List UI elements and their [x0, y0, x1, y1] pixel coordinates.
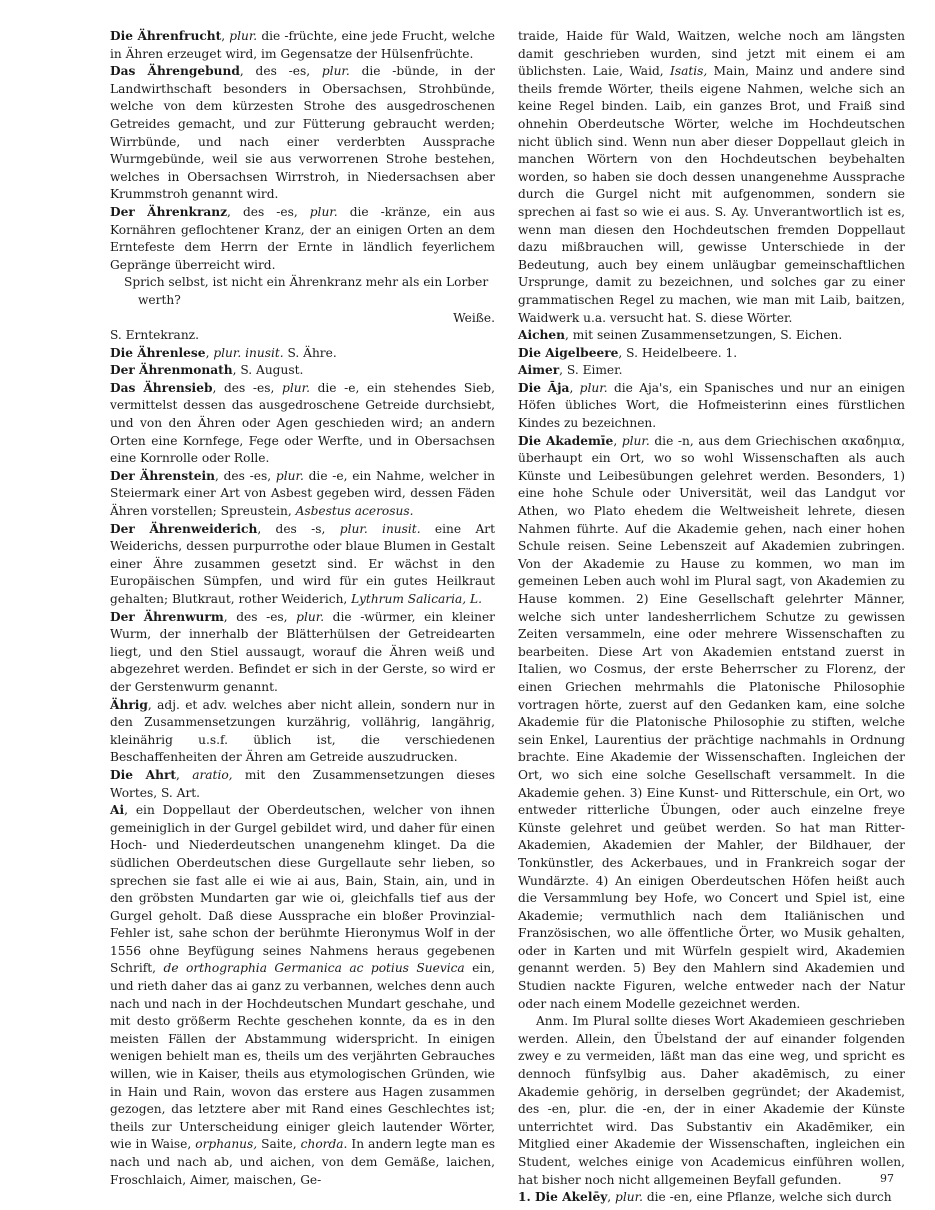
- annotation: Anm. Im Plural sollte dieses Wort Akademieen geschrieben werden. Allein, den Übelstand der auf einander folgenden zwey e zu vermeiden, läßt man das eine weg, und spricht es dennoch fünfsylbig aus. Daher akadēmisch, zu einer Akademie gehörig, in derselben gegründet; der Akademist, des -en, plur. die -en, der in einer Akademie der Künste unterrichtet wird. Das Substantiv ein Akadēmiker, ein Mitglied einer Akademie der Wissenschaften, ingleichen ein Student, welches einige von Academicus einführen wollen, hat bisher noch nicht allgemeinen Beyfall gefunden.: [518, 1014, 906, 1187]
- left-column: [110, 28, 495, 1189]
- entry: Die Aigelbeere, S. Heidelbeere. 1.: [518, 345, 738, 360]
- entry: Ai, ein Doppellaut der Oberdeutschen, welcher von ihnen gemeiniglich in der Gurgel gebildet wird, und daher für einen Hoch- und Niederdeutschen unangenehm klinget. Da die südlichen Oberdeutschen diese Gurgellaute sehr lieben, so sprechen sie fast alle ei wie ai aus, Bain, Stain, ain, und in den gröbsten Mundarten gar wie oi, gleichfalls tief aus der Gurgel geholt. Daß diese Aussprache ein bloßer Provinzial-Fehler ist, sahe schon der berühmte Hieronymus Wolf in der 1556 ohne Beyfügung seines Nahmens heraus gegebenen Schrift, de orthographia Germanica ac potius Suevica ein, und rieth daher das ai ganz zu verbannen, welches denn auch nach und nach in der Hochdeutschen Mundart geschahe, und mit desto größerm Rechte geschehen konnte, da es in den meisten Fällen der Abstammung widerspricht. In einigen wenigen behielt man es, theils um des verjährten Gebrauches willen, wie in Kaiser, theils aus etymologischen Gründen, wie in Hain und Rain, wovon das erstere aus Hagen zusammen gezogen, das letztere aber mit Rand eines Geschlechtes ist; theils zur Unterscheidung einiger gleich lautender Wörter, wie in Waise, orphanus, Saite, chorda. In andern legte man es nach und nach ab, und aichen, von dem Gemäße, laichen, Froschlaich, Aimer, maischen, Ge-: [110, 803, 496, 1187]
- entry: Aimer, S. Eimer.: [518, 363, 623, 378]
- see-reference: S. Erntekranz.: [110, 328, 199, 343]
- entry: Das Ährengebund, des -es, plur. die -bünde, in der Landwirthschaft besonders in Obersachsen, Strohbünde, welche von dem kürzesten Strohe des ausgedroschenen Getreides gemacht, und zur Fütterung gebraucht werden; Wirrbünde, und nach einer verderbten Aussprache Wurmgebünde, weil sie aus verworrenen Strohe bestehen, welches in Obersachsen Wirrstroh, in Niedersachsen aber Krummstroh genannt wird.: [110, 64, 495, 202]
- entry: 1. Die Akelēy, plur. die -en, eine Pflanze, welche sich durch: [518, 1190, 892, 1205]
- page-number: 97: [880, 1172, 894, 1185]
- entry-continuation: traide, Haide für Wald, Waitzen, welche noch am längsten damit geschrieben wurden, sind jetzt mit einem ei am üblichsten. Laie, Waid, Isatis, Main, Mainz und andere sind theils fremde Wörter, theils eigene Nahmen, welche sich an keine Regel binden. Laib, ein ganzes Brot, und Fraiß sind ohnehin Oberdeutsche Wörter, welche im Hochdeutschen nicht üblich sind. Wenn nun aber dieser Doppellaut gleich in manchen Wörtern von den Hochdeutschen beybehalten worden, so haben sie doch dessen unangenehme Aussprache durch die Gurgel nicht mit aufgenommen, sondern sie sprechen ai fast so wie ei aus. S. Ay. Unverantwortlich ist es, wenn man diesen den Hochdeutschen fremden Doppellaut dazu mißbrauchen will, gewisse Unterschiede in der Bedeutung, auch bey einem unläugbar gemeinschaftlichen Ursprunge, damit zu bezeichnen, und solches gar zu einer grammatischen Regel zu machen, wie man mit Laib, baitzen, Waidwerk u.a. versucht hat. S. diese Wörter.: [518, 29, 905, 325]
- entry: Die Ährenfrucht, plur. die -früchte, eine jede Frucht, welche in Ähren erzeuget wird, im Gegensatze der Hülsenfrüchte.: [110, 29, 496, 61]
- entry: Der Ährenweiderich, des -s, plur. inusit. eine Art Weiderichs, dessen purpurrothe oder blaue Blumen in Gestalt einer Ähre zusammen gesetzt sind. Er wächst in den Europäischen Sümpfen, und wird für ein gutes Heilkraut gehalten; Blutkraut, rother Weiderich, Lythrum Salicaria, L.: [110, 521, 495, 606]
- entry: Die Āja, plur. die Aja's, ein Spanisches und nur an einigen Höfen übliches Wort, die Hofmeisterinn eines fürstlichen Kindes zu bezeichnen.: [518, 380, 905, 431]
- verse-quote: Sprich selbst, ist nicht ein Ährenkranz mehr als ein Lorber werth?: [124, 275, 489, 307]
- entry: Der Ährenstein, des -es, plur. die -e, ein Nahme, welcher in Steiermark einer Art von Asbest gegeben wird, dessen Fäden Ähren vorstellen; Spreustein, Asbestus acerosus.: [110, 468, 495, 519]
- entry: Der Ährenkranz, des -es, plur. die -kränze, ein aus Kornähren geflochtener Kranz, der an einigen Orten an dem Erntefeste dem Herrn der Ernte in ländlich feyerlichem Gepränge überreicht wird.: [110, 204, 495, 272]
- quote-attribution: Weiße.: [453, 310, 495, 325]
- right-column: [518, 28, 905, 1207]
- entry: Das Ährensieb, des -es, plur. die -e, ein stehendes Sieb, vermittelst dessen das ausgedroschene Getreide durchsiebt, und von den Ähren oder Agen geschieden wird; an andern Orten eine Kornfege, Fege oder Werfte, und in Obersachsen eine Kornrolle oder Rolle.: [110, 380, 495, 466]
- entry: Ährig, adj. et adv. welches aber nicht allein, sondern nur in den Zusammensetzungen kurzährig, vollährig, langährig, kleinährig u.s.f. üblich ist, die verschiedenen Beschaffenheiten der Ähren am Getreide auszudrucken.: [110, 697, 495, 765]
- entry: Der Ährenwurm, des -es, plur. die -würmer, ein kleiner Wurm, der innerhalb der Blätterhülsen der Getreidearten liegt, und den Stiel aussaugt, worauf die Ähren weiß und abgezehret werden. Befindet er sich in der Gerste, so wird er der Gerstenwurm genannt.: [110, 609, 495, 694]
- entry: Die Akademīe, plur. die -n, aus dem Griechischen ακαδημια, überhaupt ein Ort, wo so wohl Wissenschaften als auch Künste und Leibesübungen gelehret werden. Besonders, 1) eine hohe Schule oder Universität, weil das Landgut vor Athen, wo Plato ehedem die Weltweisheit lehrete, diesen Nahmen führte. Auf die Akademie gehen, nach einer hohen Schule reisen. Seine Lebenszeit auf Akademien zubringen. Von der Akademie zu Hause zu kommen, wo man im gemeinen Leben auch wohl im Plural sagt, von Akademien zu Hause kommen. 2) Eine Gesellschaft gelehrter Männer, welche sich unter landesherrlichem Schutze zu gewissen Zeiten versammeln, eine oder mehrere Wissenschaften zu bearbeiten. Diese Art von Akademien entstand zuerst in Italien, wo Cosmus, der erste Beherrscher zu Florenz, der einen Griechen mehrmahls die Platonische Philosophie vortragen hörte, zuerst auf den Gedanken kam, eine solche Akademie für die Platonische Philosophie zu stiften, welche sein Enkel, Laurentius der prächtige nachmahls in Ordnung brachte. Eine Akademie der Wissenschaften. Ingleichen der Ort, wo sich eine solche Gesellschaft versammelt. In die Akademie gehen. 3) Eine Kunst- und Ritterschule, ein Ort, wo entweder ritterliche Übungen, oder auch einzelne freye Künste gelehret und geübet werden. So hat man Ritter-Akademien, Akademien der Mahler, der Bildhauer, der Tonkünstler, des Ackerbaues, und in Frankreich sogar der Wundärzte. 4) An einigen Oberdeutschen Höfen heißt auch die Versammlung bey Hofe, wo Concert und Spiel ist, eine Akademie; vermuthlich nach dem Italiänischen und Französischen, wo alle öffentliche Örter, wo Musik gehalten, oder in Karten und mit Würfeln gespielt wird, Akademien genannt werden. 5) Bey den Mahlern sind Akademien und Studien nackte Figuren, welche entweder nach der Natur oder nach einem Modelle gezeichnet werden.: [518, 433, 905, 1011]
- entry: Die Ährenlese, plur. inusit. S. Ähre.: [110, 345, 337, 360]
- entry: Die Ahrt, aratio, mit den Zusammensetzungen dieses Wortes, S. Art.: [110, 767, 495, 800]
- entry: Aichen, mit seinen Zusammensetzungen, S. Eichen.: [518, 328, 843, 343]
- entry: Der Ährenmonath, S. August.: [110, 363, 304, 378]
